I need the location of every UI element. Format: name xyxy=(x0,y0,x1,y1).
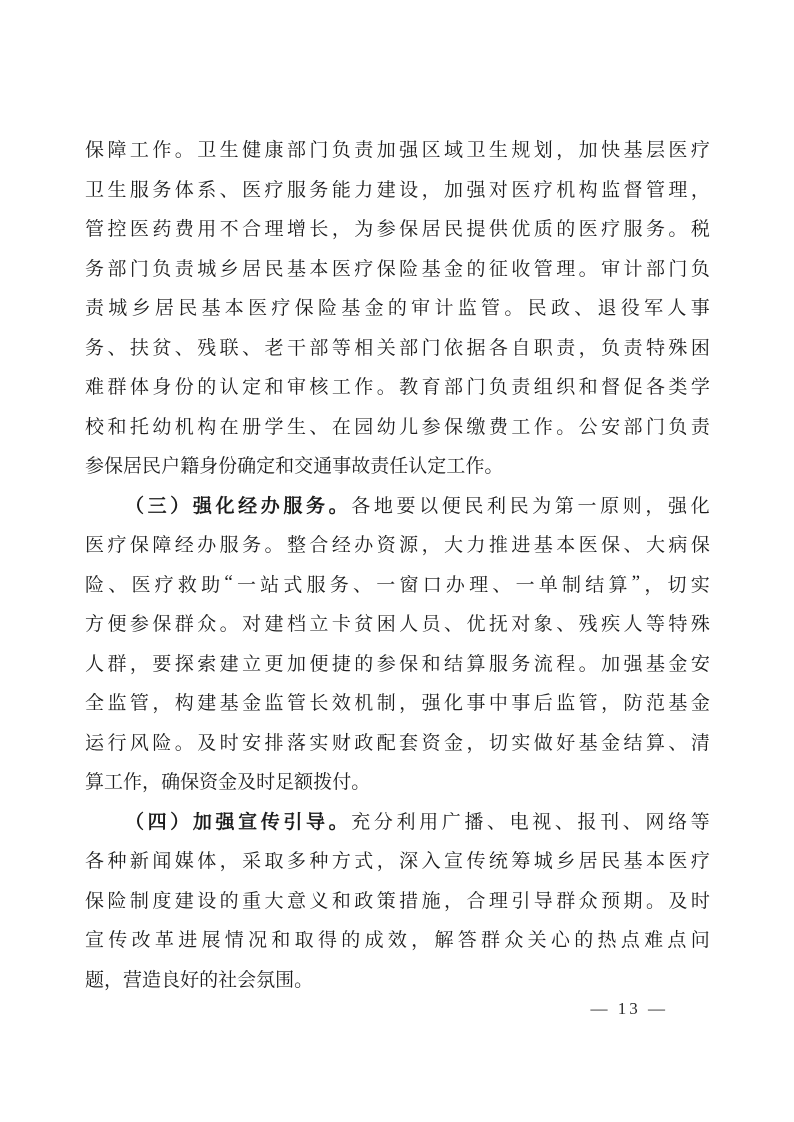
text-line: 保 险 制 度 建 设 的 重 大 意 义 和 政 策 措 施 ， 合 理 引 导 群 众 预 期 。 及 时 xyxy=(85,890,710,912)
document-lines xyxy=(85,129,710,998)
text-line: 卫 生 服 务 体 系 、 医 疗 服 务 能 力 建 设 ， 加 强 对 医 疗 机 构 监 督 管 理 ， xyxy=(85,179,710,201)
text-line: 管 控 医 药 费 用 不 合 理 增 长 ， 为 参 保 居 民 提 供 优 质 的 医 疗 服 务 。 税 xyxy=(85,219,710,241)
text-line: 算 工 作 ， 确 保 资 金 及 时 足 额 拨 付 。 xyxy=(85,772,371,794)
text-line: 医 疗 保 障 经 办 服 务 。 整 合 经 办 资 源 ， 大 力 推 进 基 本 医 保 、 大 病 保 xyxy=(85,535,710,557)
text-line: 参 保 居 民 户 籍 身 份 确 定 和 交 通 事 故 责 任 认 定 工 作 。 xyxy=(85,456,504,478)
text-line: 方 便 参 保 群 众 。 对 建 档 立 卡 贫 困 人 员 、 优 抚 对 象 、 残 疾 人 等 特 殊 xyxy=(85,614,710,636)
text-line: 校 和 托 幼 机 构 在 册 学 生 、 在 园 幼 儿 参 保 缴 费 工 作 。 公 安 部 门 负 责 xyxy=(85,416,710,438)
text-line: 务 、 扶 贫 、 残 联 、 老 干 部 等 相 关 部 门 依 据 各 自 职 责 ， 负 责 特 殊 困 xyxy=(85,337,710,359)
text-line: 务 部 门 负 责 城 乡 居 民 基 本 医 疗 保 险 基 金 的 征 收 管 理 。 审 计 部 门 负 xyxy=(85,258,710,280)
text-line: 宣 传 改 革 进 展 情 况 和 取 得 的 成 效 ， 解 答 群 众 关 心 的 热 点 难 点 问 xyxy=(85,930,710,952)
text-line: 人 群 ， 要 探 索 建 立 更 加 便 捷 的 参 保 和 结 算 服 务 流 程 。 加 强 基 金 安 xyxy=(85,653,710,675)
text-line: 责 城 乡 居 民 基 本 医 疗 保 险 基 金 的 审 计 监 管 。 民 政 、 退 役 军 人 事 xyxy=(85,298,710,320)
text-line: 题 ， 营 造 良 好 的 社 会 氛 围 。 xyxy=(85,969,314,991)
text-line: 难 群 体 身 份 的 认 定 和 审 核 工 作 。 教 育 部 门 负 责 组 织 和 督 促 各 类 学 xyxy=(85,377,710,399)
text-line: 保 障 工 作 。 卫 生 健 康 部 门 负 责 加 强 区 域 卫 生 规 划 ， 加 快 基 层 医 疗 xyxy=(85,140,710,162)
text-line: 各 种 新 闻 媒 体 ， 采 取 多 种 方 式 ， 深 入 宣 传 统 筹 城 乡 居 民 基 本 医 疗 xyxy=(85,851,710,873)
text-line: （ 四 ） 加 强 宣 传 引 导 。 充 分 利 用 广 播 、 电 视 、 报 刊 、 网 络 等 xyxy=(125,811,710,833)
text-line: 险 、 医 疗 救 助 “ 一 站 式 服 务 、 一 窗 口 办 理 、 一 单 制 结 算 ” ， 切 实 xyxy=(85,572,710,596)
text-line: 全 监 管 ， 构 建 基 金 监 管 长 效 机 制 ， 强 化 事 中 事 后 监 管 ， 防 范 基 金 xyxy=(85,693,710,715)
page-number: — 13 — xyxy=(590,999,668,1018)
text-line: 运 行 风 险 。 及 时 安 排 落 实 财 政 配 套 资 金 ， 切 实 做 好 基 金 结 算 、 清 xyxy=(85,732,710,754)
text-line: （ 三 ） 强 化 经 办 服 务 。 各 地 要 以 便 民 利 民 为 第 一 原 则 ， 强 化 xyxy=(125,495,710,517)
